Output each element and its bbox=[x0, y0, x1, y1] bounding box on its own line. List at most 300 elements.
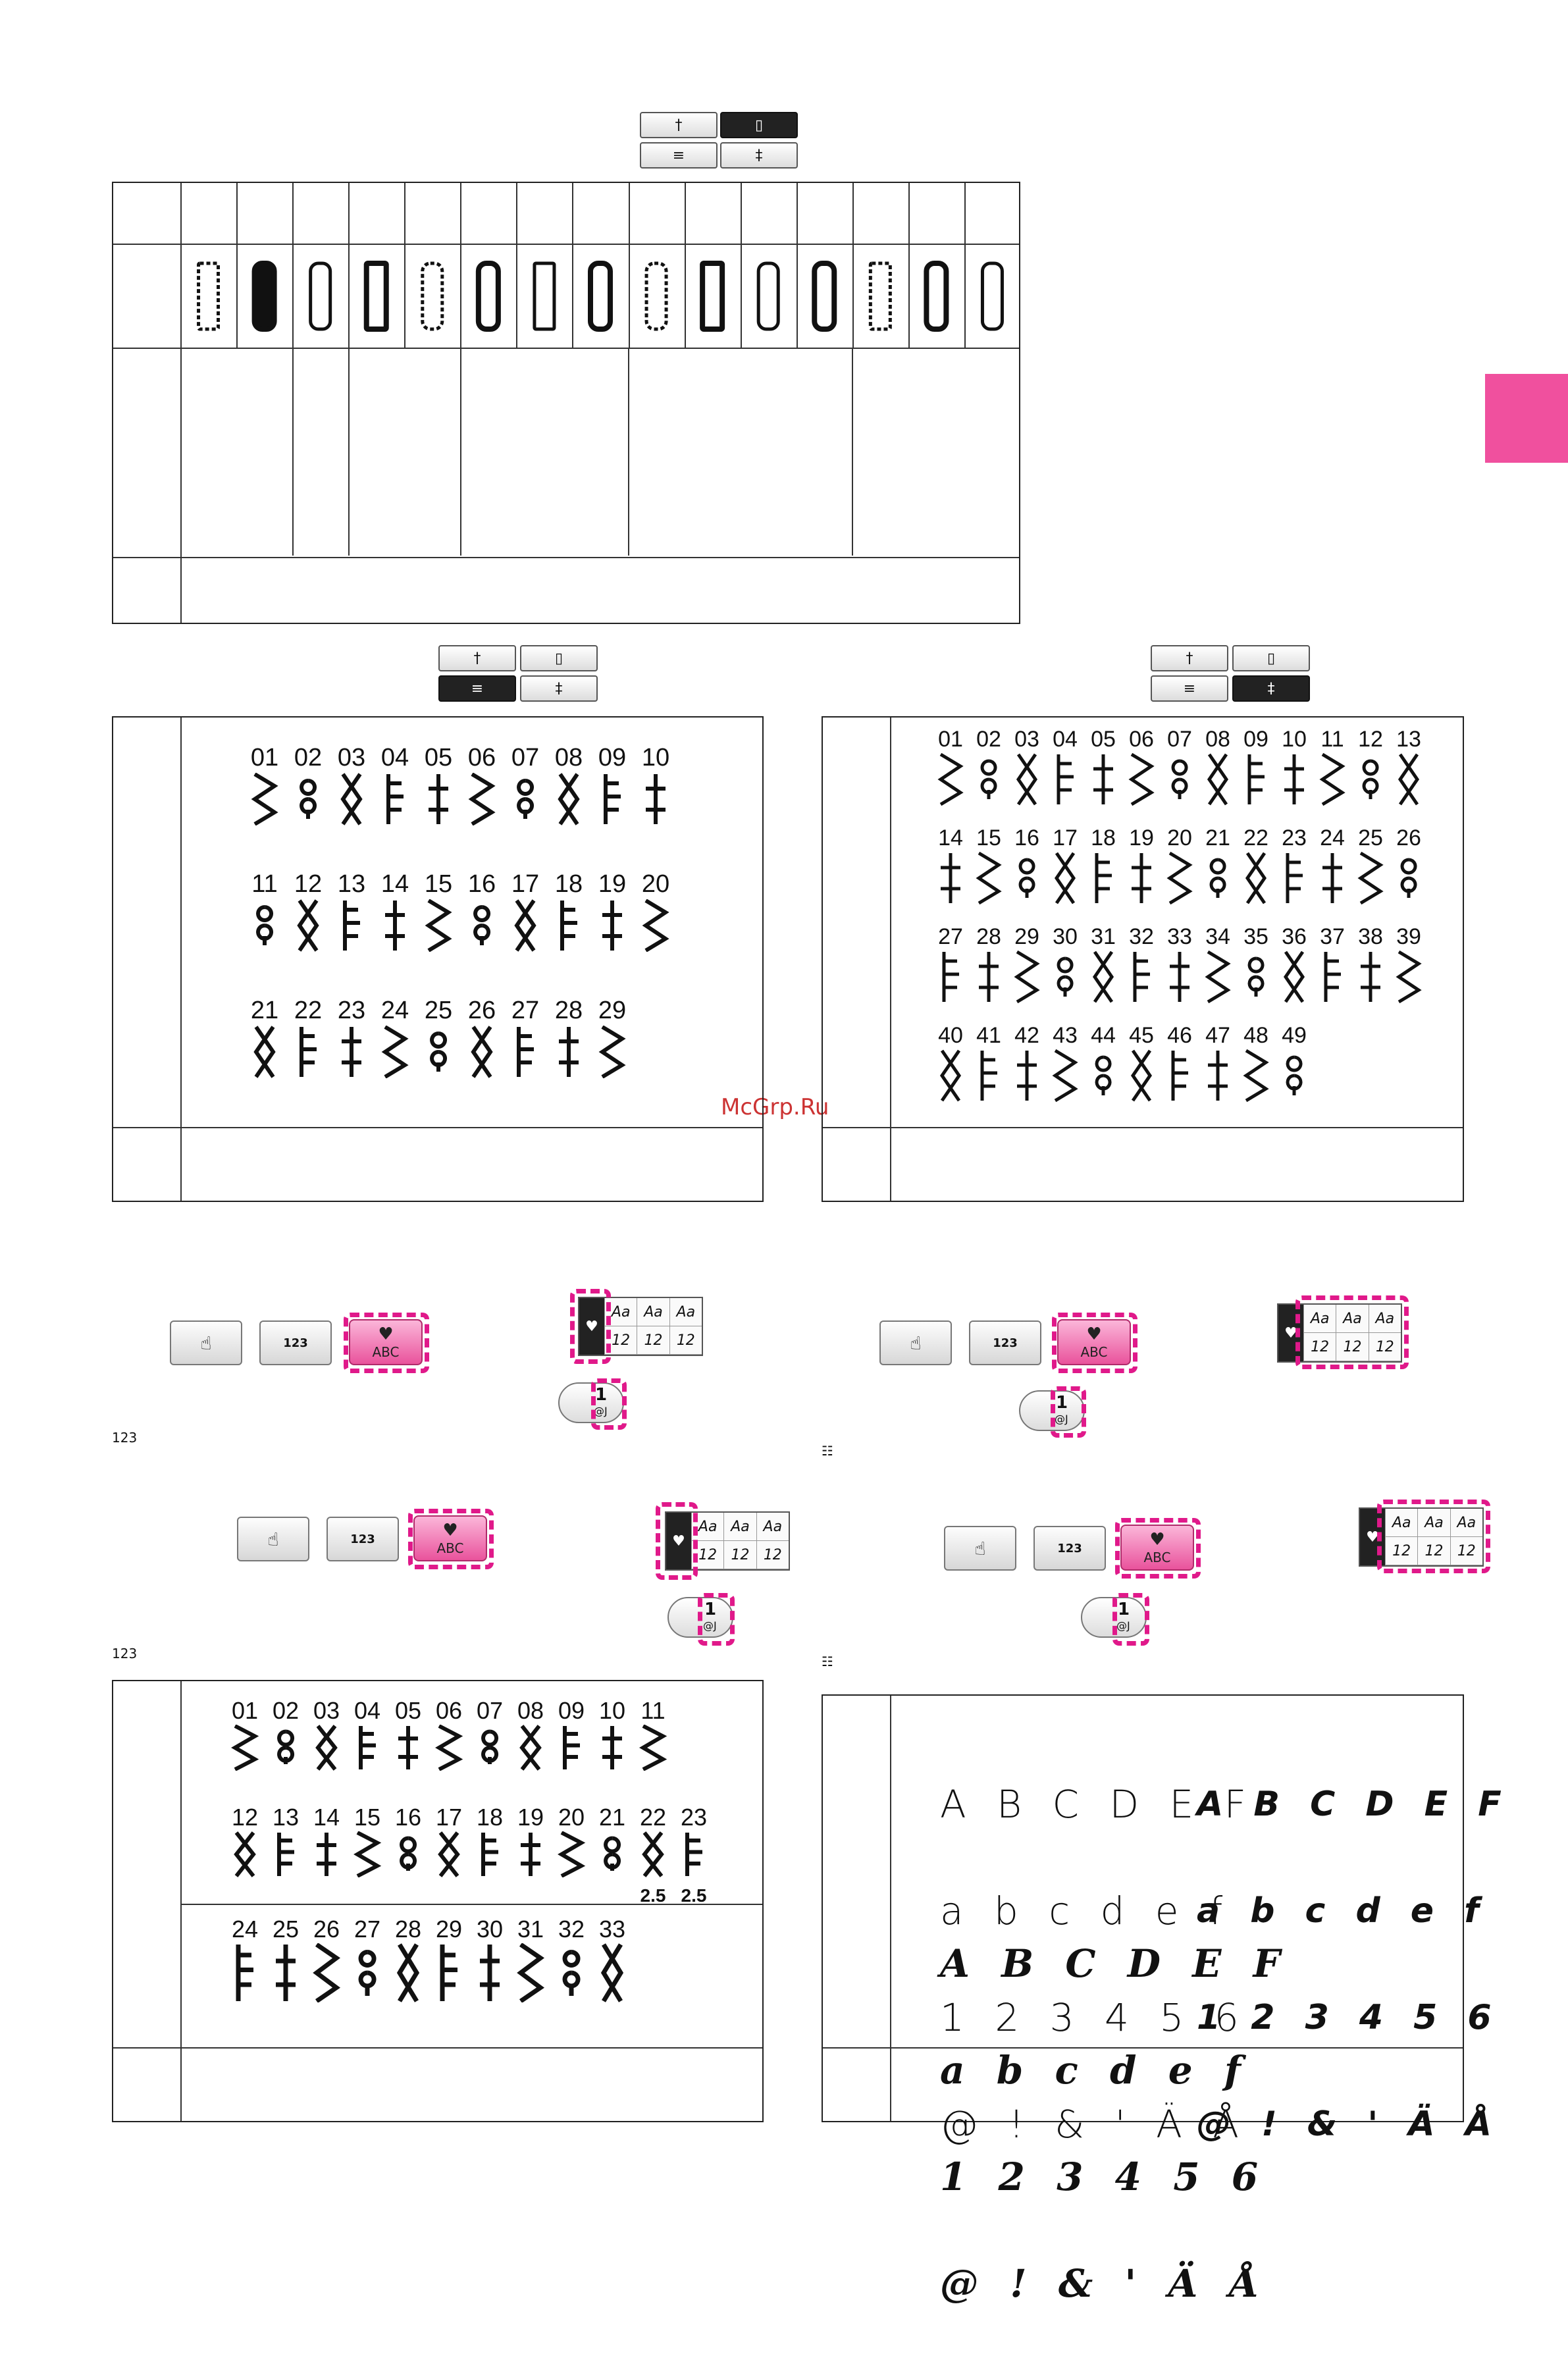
stitch-touch-icon: ☝ bbox=[910, 1332, 922, 1354]
stitch-touch-icon: ☝ bbox=[200, 1332, 212, 1354]
stitch-icon bbox=[1049, 951, 1082, 1003]
stitch-icon bbox=[639, 899, 672, 952]
stitch-number: 02 bbox=[272, 1697, 300, 1724]
stitch-icon bbox=[1010, 951, 1043, 1003]
stitch-number: 18 bbox=[476, 1804, 504, 1831]
stitch-icon bbox=[596, 1943, 629, 2002]
stitch-icon bbox=[422, 1026, 455, 1078]
font-sample-line: 1 2 3 4 5 6 bbox=[940, 1995, 1248, 2040]
buttonhole-icon bbox=[870, 263, 890, 329]
font-cell[interactable]: 12 bbox=[1369, 1333, 1401, 1361]
stitch-number: 07 bbox=[1167, 727, 1192, 752]
stitch-icon bbox=[934, 951, 967, 1003]
number-mode-button[interactable] bbox=[327, 1517, 399, 1561]
selector-buttonhole-button[interactable]: ▯ bbox=[720, 112, 798, 138]
buttonhole-icons bbox=[180, 244, 1020, 348]
stitch-icon bbox=[292, 899, 325, 952]
stitch-icon bbox=[1316, 852, 1349, 904]
stitch-number: 06 bbox=[467, 744, 496, 771]
font-cell[interactable]: 12 bbox=[669, 1326, 702, 1355]
stitch-number: 14 bbox=[380, 870, 409, 898]
stitch-number: 45 bbox=[1129, 1023, 1154, 1048]
stitch-icon bbox=[934, 753, 967, 806]
grid-touch-icon: ☷ bbox=[822, 1654, 833, 1669]
stitch-number: 33 bbox=[1167, 924, 1192, 949]
stitch-number: 05 bbox=[1091, 727, 1116, 752]
stitch-icon bbox=[509, 773, 542, 825]
stitch-number: 09 bbox=[1243, 727, 1268, 752]
pill-sub: @J bbox=[703, 1619, 717, 1632]
highlight-frame bbox=[1051, 1386, 1086, 1438]
highlight-frame bbox=[656, 1502, 698, 1580]
stitch-icon bbox=[351, 1943, 384, 2002]
stitch-number: 49 bbox=[1282, 1023, 1307, 1048]
highlight-frame bbox=[570, 1289, 611, 1364]
buttonhole-icon bbox=[311, 263, 330, 329]
stitch-number: 26 bbox=[1396, 825, 1421, 850]
font-cell[interactable]: Aa bbox=[691, 1513, 723, 1541]
font-cell[interactable]: Aa bbox=[604, 1298, 637, 1326]
stitch-icon bbox=[473, 1943, 506, 2002]
stitch-number: 02 bbox=[976, 727, 1001, 752]
stitch-number: 18 bbox=[554, 870, 583, 898]
stitch-icon bbox=[596, 1725, 629, 1771]
stitch-number: 10 bbox=[598, 1697, 626, 1724]
stitch-icon bbox=[1392, 951, 1425, 1003]
stitch-icon bbox=[392, 1831, 425, 1877]
stitch-icon bbox=[972, 753, 1005, 806]
stitch-icon bbox=[248, 899, 281, 952]
stitch-icon bbox=[1010, 852, 1043, 904]
heart-icon[interactable]: ♥ bbox=[666, 1513, 691, 1569]
stitch-number: 41 bbox=[976, 1023, 1001, 1048]
stitch-icon bbox=[1049, 1049, 1082, 1102]
stitch-icon bbox=[392, 1943, 425, 2002]
stitch-number: 07 bbox=[476, 1697, 504, 1724]
stitch-icon bbox=[1087, 852, 1120, 904]
stitch-number: 34 bbox=[1205, 924, 1230, 949]
stitch-icon bbox=[514, 1725, 547, 1771]
stitch-number: 17 bbox=[435, 1804, 463, 1831]
stitch-number: 47 bbox=[1205, 1023, 1230, 1048]
font-sample-line: A B C D E F bbox=[940, 1941, 1290, 1986]
stitch-number: 24 bbox=[1320, 825, 1345, 850]
stitch-number: 21 bbox=[598, 1804, 626, 1831]
stitch-number: 26 bbox=[313, 1916, 340, 1943]
stitch-number: 01 bbox=[250, 744, 279, 771]
stitch-number: 27 bbox=[511, 997, 540, 1024]
stitch-number: 27 bbox=[353, 1916, 381, 1943]
stitch-number: 11 bbox=[1320, 727, 1344, 752]
selector-quilt-button[interactable]: ‡ bbox=[520, 675, 598, 702]
font-cell[interactable]: Aa bbox=[723, 1513, 756, 1541]
stitch-number: 33 bbox=[598, 1916, 626, 1943]
font-cell[interactable]: Aa bbox=[1450, 1509, 1482, 1537]
stitch-icon bbox=[1049, 852, 1082, 904]
stitch-icon bbox=[228, 1831, 261, 1877]
stitch-icon bbox=[596, 773, 629, 825]
stitch-icon bbox=[552, 899, 585, 952]
buttonhole-icon bbox=[646, 263, 666, 329]
stitch-number: 21 bbox=[1205, 825, 1230, 850]
stitch-icon bbox=[972, 1049, 1005, 1102]
heart-icon[interactable]: ♥ bbox=[1360, 1509, 1385, 1565]
heart-icon[interactable]: ♥ bbox=[1278, 1305, 1303, 1361]
stitch-icon bbox=[432, 1725, 465, 1771]
stitch-icon bbox=[1278, 753, 1311, 806]
buttonhole-icon bbox=[814, 263, 834, 329]
stitch-icon bbox=[335, 773, 368, 825]
watermark: McGrp.Ru bbox=[721, 1094, 829, 1120]
stitch-number: 29 bbox=[435, 1916, 463, 1943]
stitch-number: 39 bbox=[1396, 924, 1421, 949]
stitch-icon bbox=[1163, 951, 1196, 1003]
stitch-number: 01 bbox=[938, 727, 963, 752]
stitch-icon bbox=[1392, 852, 1425, 904]
pill-number: 1 bbox=[704, 1600, 717, 1619]
stitch-icon bbox=[1240, 753, 1272, 806]
font-cell[interactable]: 12 bbox=[637, 1326, 669, 1355]
stitch-icon bbox=[555, 1943, 588, 2002]
stitch-number: 05 bbox=[394, 1697, 422, 1724]
stitch-icon bbox=[552, 773, 585, 825]
stitch-icon bbox=[1240, 951, 1272, 1003]
stitch-icon bbox=[269, 1943, 302, 2002]
stitch-number: 38 bbox=[1358, 924, 1383, 949]
stitch-icon bbox=[379, 1026, 411, 1078]
stitch-number: 43 bbox=[1053, 1023, 1078, 1048]
stitch-icon bbox=[1201, 852, 1234, 904]
font-sample-3 bbox=[940, 1875, 1290, 2372]
stitch-number: 22 bbox=[639, 1804, 667, 1831]
stitch-number: 08 bbox=[554, 744, 583, 771]
stitch-number: 05 bbox=[424, 744, 453, 771]
stitch-number: 26 bbox=[467, 997, 496, 1024]
stitch-number: 29 bbox=[1014, 924, 1039, 949]
chapter-tab bbox=[1485, 374, 1568, 463]
stitch-number: 32 bbox=[1129, 924, 1154, 949]
font-sample-line: @ ! & ' Ä Å bbox=[940, 2102, 1248, 2147]
pill-sub: @J bbox=[1055, 1413, 1068, 1425]
heart-icon[interactable]: ♥ bbox=[579, 1298, 604, 1355]
buttonhole-icon bbox=[758, 263, 778, 329]
font-cell[interactable]: 12 bbox=[1450, 1537, 1482, 1565]
stitch-icon bbox=[473, 1725, 506, 1771]
selector-utility-button[interactable]: † bbox=[1151, 645, 1228, 671]
stitch-number: 19 bbox=[517, 1804, 544, 1831]
pill-sub: @J bbox=[594, 1405, 608, 1417]
pill-number: 1 bbox=[1056, 1393, 1068, 1413]
stitch-icon bbox=[934, 1049, 967, 1102]
heart-icon: ♥ bbox=[378, 1324, 394, 1344]
char-mode-label: ABC bbox=[372, 1344, 400, 1360]
stitch-sublabel: 2.5 bbox=[681, 1885, 707, 1906]
font-sample-line: @ ! & ' Ä Å bbox=[940, 2261, 1268, 2306]
char-row3-area bbox=[180, 1904, 764, 2047]
font-cell[interactable]: 12 bbox=[756, 1541, 789, 1569]
stitch-number: 02 bbox=[294, 744, 323, 771]
font-cell[interactable]: 12 bbox=[1417, 1537, 1450, 1565]
stitch-icon bbox=[432, 1943, 465, 2002]
stitch-icon bbox=[1125, 753, 1158, 806]
selector-quilt-button[interactable]: ‡ bbox=[720, 142, 798, 169]
stitch-number: 19 bbox=[598, 870, 627, 898]
stitch-number: 42 bbox=[1014, 1023, 1039, 1048]
font-cell[interactable]: Aa bbox=[1417, 1509, 1450, 1537]
font-sample-line: A B C D E F bbox=[940, 1782, 1256, 1827]
font-sample-line: a b c d e f bbox=[940, 1889, 1232, 1933]
stitch-icon bbox=[1125, 1049, 1158, 1102]
stitch-icon bbox=[1163, 753, 1196, 806]
stitch-number: 04 bbox=[353, 1697, 381, 1724]
stitch-icon bbox=[351, 1725, 384, 1771]
font-cell[interactable]: 12 bbox=[691, 1541, 723, 1569]
stitch-icon bbox=[1087, 1049, 1120, 1102]
stitch-number: 30 bbox=[1053, 924, 1078, 949]
stitch-icon bbox=[422, 899, 455, 952]
selector-buttonhole-button[interactable]: ▯ bbox=[520, 645, 598, 671]
stitch-number: 30 bbox=[476, 1916, 504, 1943]
font-cell[interactable]: Aa bbox=[756, 1513, 789, 1541]
highlight-frame bbox=[1295, 1295, 1409, 1369]
number-mode-button[interactable] bbox=[1033, 1526, 1106, 1571]
stitch-number: 29 bbox=[598, 997, 627, 1024]
font-cell[interactable]: Aa bbox=[1385, 1509, 1417, 1537]
stitch-icon bbox=[1201, 951, 1234, 1003]
font-cell[interactable]: Aa bbox=[1369, 1305, 1401, 1333]
highlight-frame bbox=[344, 1313, 429, 1373]
selector-decorative-button[interactable]: ≡ bbox=[438, 675, 516, 702]
stitch-number: 15 bbox=[424, 870, 453, 898]
stitch-number: 24 bbox=[380, 997, 409, 1024]
stitch-number: 15 bbox=[976, 825, 1001, 850]
number-mode-button[interactable] bbox=[259, 1320, 332, 1365]
stitch-number: 10 bbox=[641, 744, 670, 771]
stitch-icon bbox=[596, 899, 629, 952]
stitch-icon bbox=[1087, 951, 1120, 1003]
stitch-icon bbox=[228, 1943, 261, 2002]
stitch-icon bbox=[1240, 1049, 1272, 1102]
stitch-icon bbox=[392, 1725, 425, 1771]
stitch-icon bbox=[1354, 951, 1387, 1003]
stitch-icon bbox=[677, 1831, 710, 1877]
stitch-number: 46 bbox=[1167, 1023, 1192, 1048]
number-mode-label: 123 bbox=[350, 1532, 375, 1546]
stitch-number: 31 bbox=[517, 1916, 544, 1943]
font-cell[interactable]: Aa bbox=[637, 1298, 669, 1326]
highlight-frame bbox=[591, 1378, 627, 1430]
number-touch-icon: 123 bbox=[112, 1430, 138, 1446]
stitch-number: 08 bbox=[517, 1697, 544, 1724]
stitch-icon bbox=[310, 1831, 343, 1877]
stitch-icon bbox=[639, 773, 672, 825]
buttonhole-icon bbox=[982, 263, 1002, 329]
number-touch-icon: 123 bbox=[112, 1646, 138, 1661]
stitch-icon bbox=[1392, 753, 1425, 806]
stitch-number: 04 bbox=[380, 744, 409, 771]
stitch-number: 13 bbox=[337, 870, 366, 898]
heart-icon: ♥ bbox=[1086, 1324, 1102, 1344]
buttonhole-icon bbox=[702, 263, 722, 329]
selector-decorative-button[interactable]: ≡ bbox=[1151, 675, 1228, 702]
grid-touch-icon: ☷ bbox=[822, 1443, 833, 1459]
selector-quilt-button[interactable]: ‡ bbox=[1232, 675, 1310, 702]
stitch-number: 20 bbox=[558, 1804, 585, 1831]
buttonhole-icon bbox=[367, 263, 386, 329]
font-cell[interactable]: 12 bbox=[1303, 1333, 1336, 1361]
stitch-number: 11 bbox=[640, 1697, 666, 1724]
font-cell[interactable]: Aa bbox=[1336, 1305, 1368, 1333]
highlight-frame bbox=[1377, 1500, 1490, 1573]
selector-decorative-button[interactable]: ≡ bbox=[640, 142, 718, 169]
font-cell[interactable]: 12 bbox=[604, 1326, 637, 1355]
heart-icon: ♥ bbox=[1149, 1530, 1165, 1550]
stitch-number: 31 bbox=[1091, 924, 1116, 949]
stitch-icon bbox=[248, 773, 281, 825]
highlight-frame bbox=[1115, 1518, 1201, 1579]
stitch-number: 35 bbox=[1243, 924, 1268, 949]
stitch-number: 23 bbox=[680, 1804, 708, 1831]
stitch-number: 16 bbox=[467, 870, 496, 898]
stitch-number: 08 bbox=[1205, 727, 1230, 752]
stitch-icon bbox=[248, 1026, 281, 1078]
stitch-mode-button[interactable] bbox=[944, 1526, 1016, 1571]
stitch-number: 21 bbox=[250, 997, 279, 1024]
stitch-icon bbox=[292, 1026, 325, 1078]
stitch-icon bbox=[228, 1725, 261, 1771]
stitch-number: 03 bbox=[1014, 727, 1039, 752]
stitch-icon bbox=[310, 1725, 343, 1771]
number-mode-button[interactable] bbox=[969, 1320, 1041, 1365]
stitch-icon bbox=[1163, 1049, 1196, 1102]
stitch-icon bbox=[1010, 1049, 1043, 1102]
stitch-number: 13 bbox=[1396, 727, 1421, 752]
char-mode-label: ABC bbox=[436, 1540, 464, 1556]
selector-utility-button[interactable]: † bbox=[640, 112, 718, 138]
buttonhole-table bbox=[112, 182, 1020, 624]
stitch-number: 18 bbox=[1091, 825, 1116, 850]
stitch-number: 20 bbox=[641, 870, 670, 898]
font-cell[interactable]: 12 bbox=[1336, 1333, 1368, 1361]
font-cell[interactable]: 12 bbox=[1385, 1537, 1417, 1565]
stitch-number: 28 bbox=[554, 997, 583, 1024]
stitch-icon bbox=[1201, 1049, 1234, 1102]
number-mode-label: 123 bbox=[1057, 1541, 1082, 1555]
stitch-number: 22 bbox=[294, 997, 323, 1024]
stitch-icon bbox=[1316, 753, 1349, 806]
stitch-icon bbox=[432, 1831, 465, 1877]
stitch-icon bbox=[596, 1831, 629, 1877]
stitch-icon bbox=[269, 1725, 302, 1771]
stitch-number: 03 bbox=[337, 744, 366, 771]
font-sample-line: a b c d e f bbox=[940, 2048, 1250, 2093]
stitch-number: 11 bbox=[251, 870, 278, 898]
stitch-icon bbox=[1125, 852, 1158, 904]
buttonhole-icon bbox=[423, 263, 442, 329]
font-sample-line: 1 2 3 4 5 6 bbox=[1197, 1998, 1501, 2037]
stitch-icon bbox=[465, 773, 498, 825]
buttonhole-icon bbox=[479, 263, 498, 329]
pill-sub: @J bbox=[1116, 1619, 1130, 1632]
stitch-mode-button[interactable] bbox=[879, 1320, 952, 1365]
stitch-icon bbox=[596, 1026, 629, 1078]
stitch-number: 12 bbox=[231, 1804, 259, 1831]
stitch-number: 28 bbox=[976, 924, 1001, 949]
stitch-number: 15 bbox=[353, 1804, 381, 1831]
stitch-icon bbox=[335, 1026, 368, 1078]
char-mode-label: ABC bbox=[1143, 1550, 1171, 1565]
stitch-number: 10 bbox=[1282, 727, 1307, 752]
stitch-icon bbox=[1354, 753, 1387, 806]
stitch-number: 23 bbox=[1282, 825, 1307, 850]
stitch-number: 25 bbox=[1358, 825, 1383, 850]
font-cell[interactable]: 12 bbox=[723, 1541, 756, 1569]
font-cell[interactable]: Aa bbox=[669, 1298, 702, 1326]
stitch-number: 06 bbox=[1129, 727, 1154, 752]
stitch-number: 48 bbox=[1243, 1023, 1268, 1048]
stitch-icon bbox=[269, 1831, 302, 1877]
stitch-number: 12 bbox=[1358, 727, 1383, 752]
character-table bbox=[112, 1680, 764, 2122]
stitch-number: 17 bbox=[1053, 825, 1078, 850]
stitch-icon bbox=[1240, 852, 1272, 904]
stitch-icon bbox=[1049, 753, 1082, 806]
stitch-icon bbox=[637, 1725, 669, 1771]
stitch-icon bbox=[351, 1831, 384, 1877]
font-cell[interactable]: Aa bbox=[1303, 1305, 1336, 1333]
stitch-number: 06 bbox=[435, 1697, 463, 1724]
stitch-sublabel: 2.5 bbox=[640, 1885, 666, 1906]
stitch-touch-icon: ☝ bbox=[267, 1528, 279, 1550]
font-sample-line: @ ! & ' Ä Å bbox=[1197, 2104, 1501, 2144]
stitch-icon bbox=[465, 1026, 498, 1078]
stitch-icon bbox=[1354, 852, 1387, 904]
selector-utility-button[interactable]: † bbox=[438, 645, 516, 671]
stitch-icon bbox=[335, 899, 368, 952]
stitch-number: 28 bbox=[394, 1916, 422, 1943]
stitch-number: 14 bbox=[938, 825, 963, 850]
stitch-number: 40 bbox=[938, 1023, 963, 1048]
stitch-number: 09 bbox=[558, 1697, 585, 1724]
stitch-icon bbox=[1201, 753, 1234, 806]
stitch-icon bbox=[509, 1026, 542, 1078]
stitch-mode-button[interactable] bbox=[170, 1320, 242, 1365]
stitch-number: 23 bbox=[337, 997, 366, 1024]
stitch-number: 25 bbox=[272, 1916, 300, 1943]
stitch-icon bbox=[1278, 852, 1311, 904]
stitch-icon bbox=[1087, 753, 1120, 806]
stitch-icon bbox=[1010, 753, 1043, 806]
stitch-icon bbox=[552, 1026, 585, 1078]
stitch-icon bbox=[555, 1831, 588, 1877]
stitch-number: 14 bbox=[313, 1804, 340, 1831]
highlight-frame bbox=[408, 1509, 494, 1569]
stitch-icon bbox=[509, 899, 542, 952]
stitch-number: 09 bbox=[598, 744, 627, 771]
selector-buttonhole-button[interactable]: ▯ bbox=[1232, 645, 1310, 671]
buttonhole-icon bbox=[535, 263, 554, 329]
stitch-icon bbox=[1163, 852, 1196, 904]
stitch-number: 44 bbox=[1091, 1023, 1116, 1048]
stitch-icon bbox=[379, 899, 411, 952]
stitch-number: 12 bbox=[294, 870, 323, 898]
stitch-mode-button[interactable] bbox=[237, 1517, 309, 1561]
font-sample-line: a b c d e f bbox=[1197, 1891, 1488, 1931]
stitch-number: 19 bbox=[1129, 825, 1154, 850]
stitch-icon bbox=[972, 852, 1005, 904]
stitch-number: 25 bbox=[424, 997, 453, 1024]
stitch-number: 07 bbox=[511, 744, 540, 771]
